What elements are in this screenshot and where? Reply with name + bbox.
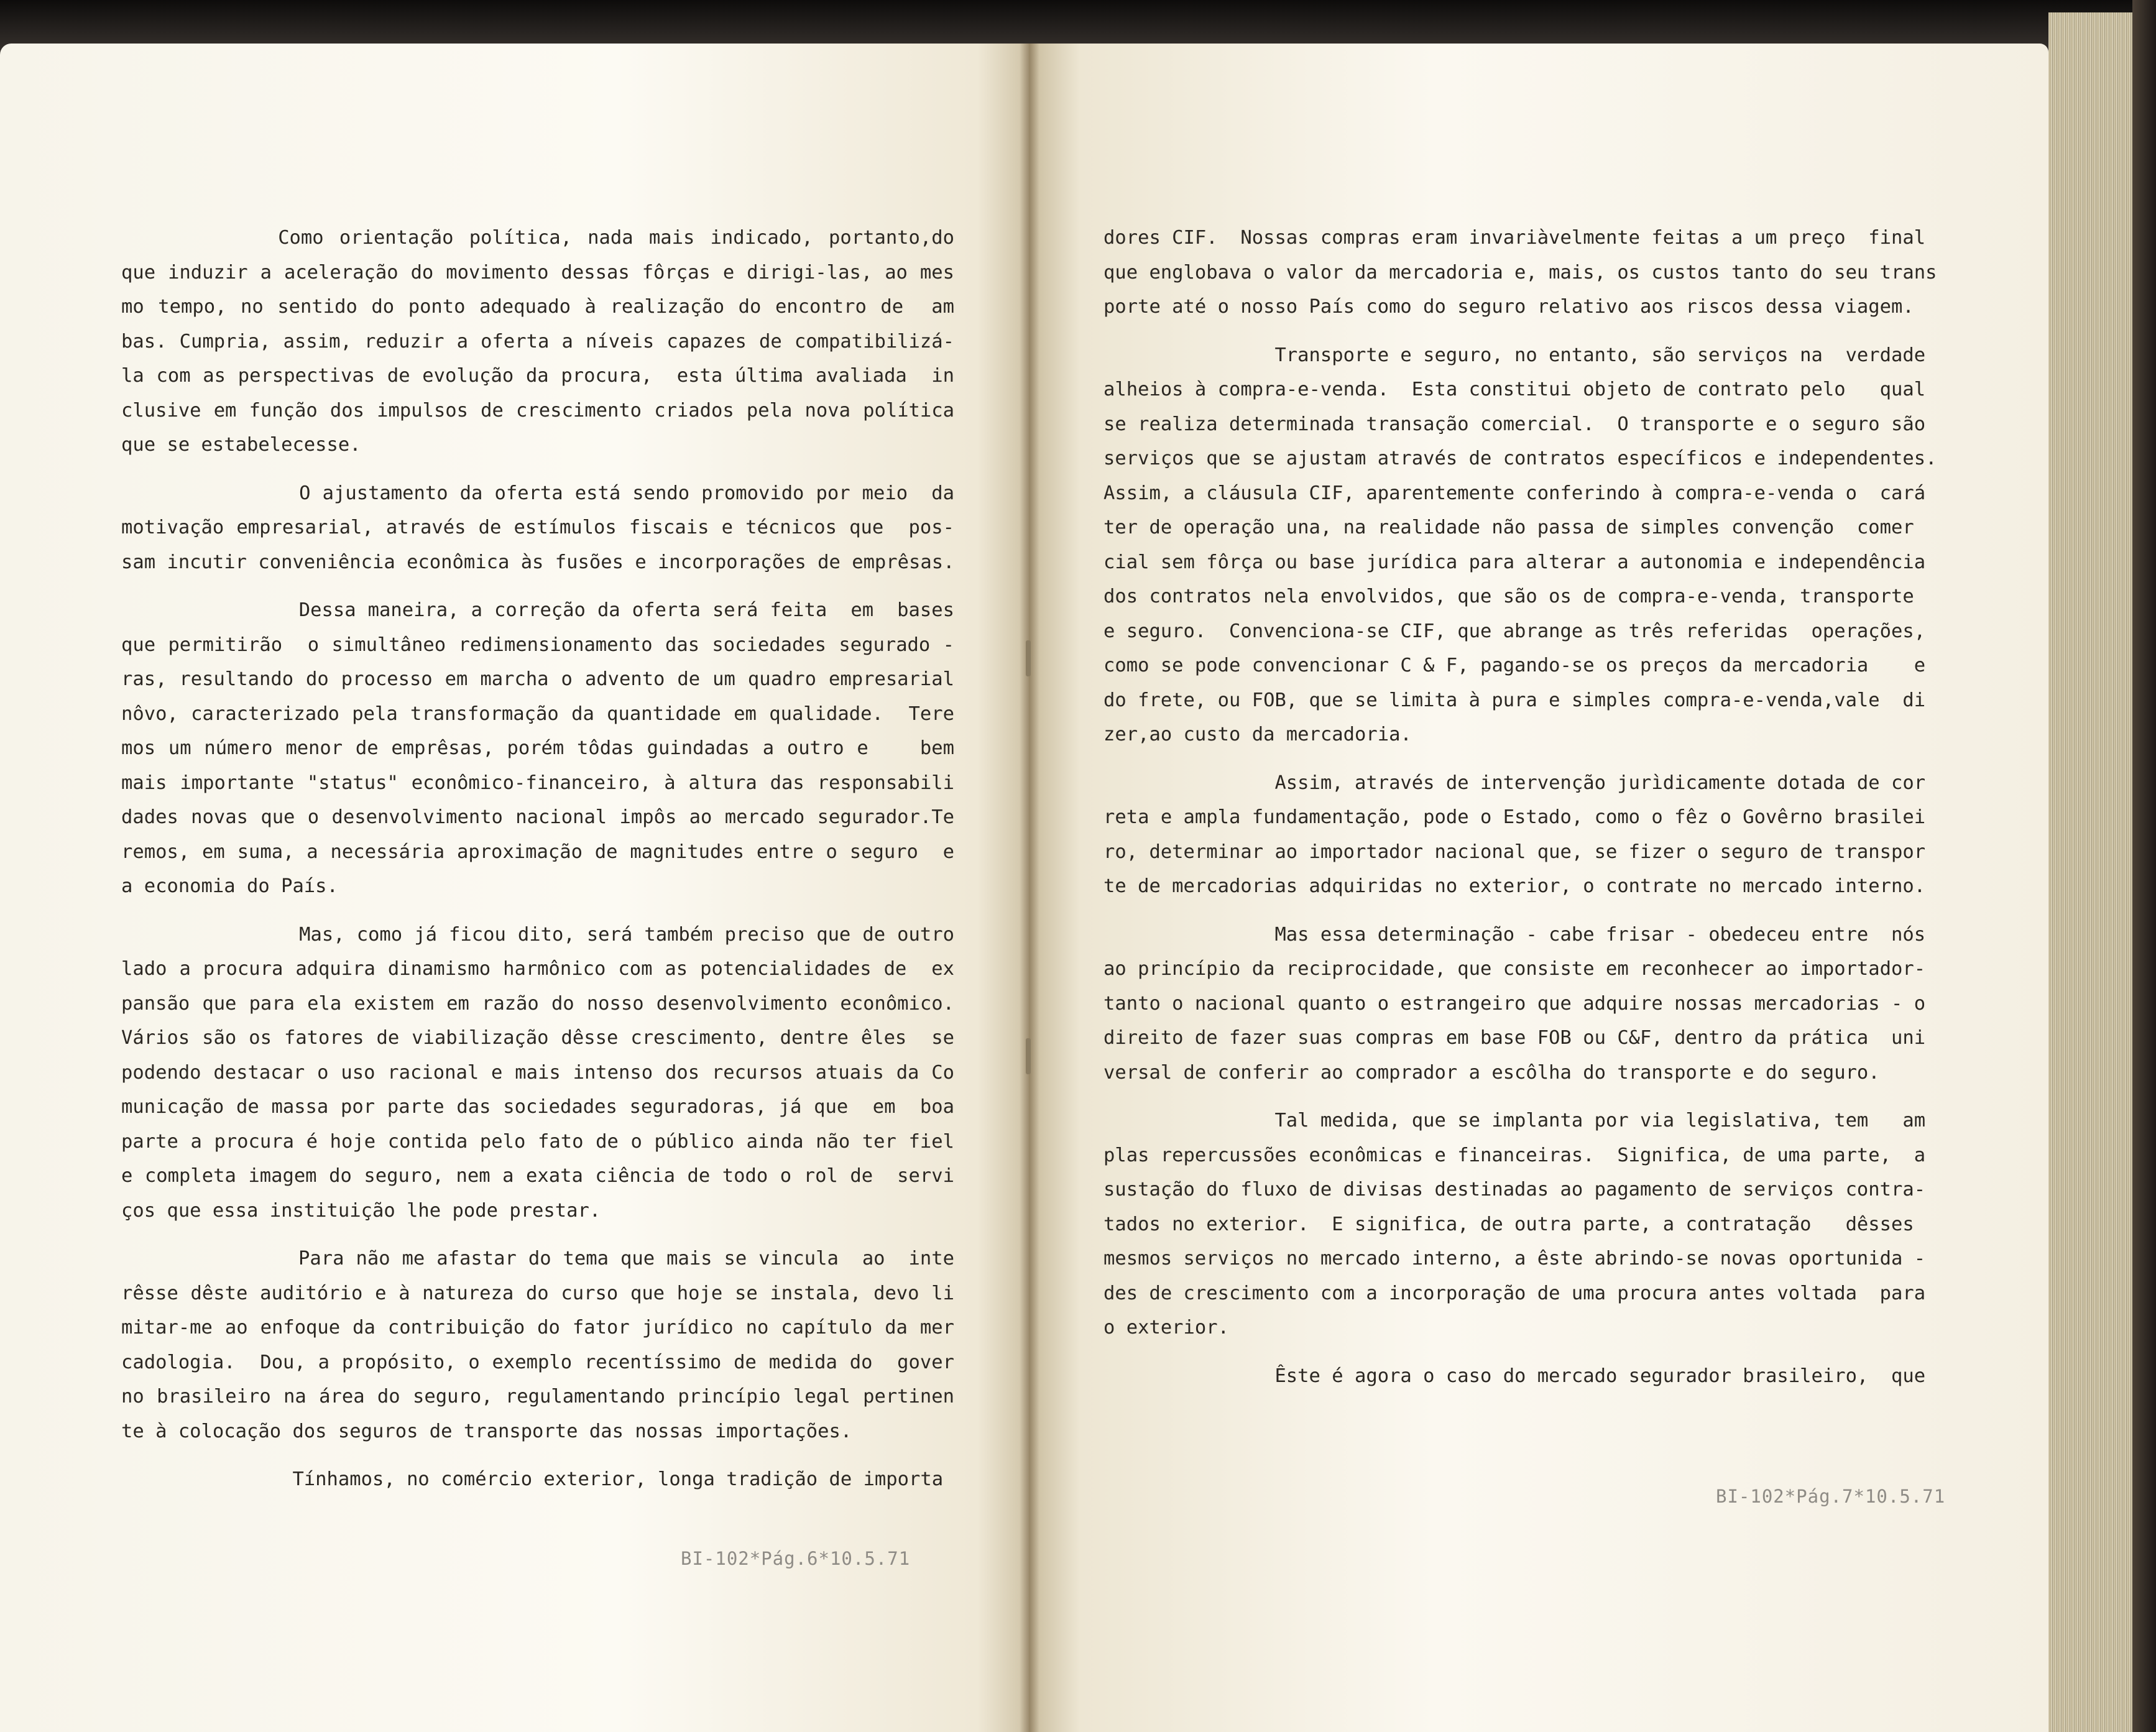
text-line: alheios à compra-e-venda. Esta constitui objeto de contrato pelo qual [1103, 379, 1926, 400]
text-line: la com as perspectivas de evolução da procura, esta última avaliada in [121, 365, 954, 387]
text-line: Para não me afastar do tema que mais se vincula ao inte [121, 1248, 954, 1269]
paragraph [1103, 338, 1937, 752]
text-line: plas repercussões econômicas e financeiras. Significa, de uma parte, a [1103, 1144, 1926, 1166]
text-line: se realiza determinada transação comercial. O transporte e o seguro são [1103, 413, 1926, 435]
text-line: dos contratos nela envolvidos, que são os de compra-e-venda, transporte [1103, 586, 1914, 607]
paragraph [1103, 918, 1926, 1090]
book-gutter [1020, 44, 1039, 1732]
book-cover-edge [2132, 0, 2156, 1732]
binding-staple-bottom [1026, 1038, 1031, 1074]
left-page-footer: BI-102*Pág.6*10.5.71 [681, 1548, 911, 1569]
text-line: ro, determinar ao importador nacional que, se fizer o seguro de transpor [1103, 841, 1926, 863]
text-line: des de crescimento com a incorporação de uma procura antes voltada para [1103, 1282, 1926, 1304]
text-line: ços que essa instituição lhe pode prestar. [121, 1199, 601, 1222]
text-line: Assim, a cláusula CIF, aparentemente conferindo à compra-e-venda o cará [1103, 482, 1926, 504]
text-line: como se pode convencionar C & F, pagando-se os preços da mercadoria e [1103, 655, 1926, 676]
text-line: nôvo, caracterizado pela transformação da quantidade em qualidade. Tere [121, 702, 954, 725]
text-line: que permitirão o simultâneo redimensionamento das sociedades segurado - [121, 633, 954, 656]
text-line: a economia do País. [121, 875, 338, 897]
text-line: Êste é agora o caso do mercado segurador brasileiro, que [1103, 1365, 1926, 1387]
text-line: mitar-me ao enfoque da contribuição do fator jurídico no capítulo da mer [121, 1317, 954, 1338]
paragraph [121, 1241, 954, 1449]
text-line: remos, em suma, a necessária aproximação de magnitudes entre o seguro e [121, 841, 954, 863]
text-line: dores CIF. Nossas compras eram invariàvelmente feitas a um preço final [1103, 227, 1926, 249]
paragraph [121, 593, 954, 904]
text-line: clusive em função dos impulsos de crescimento criados pela nova política [121, 399, 954, 421]
text-line: que englobava o valor da mercadoria e, mais, os custos tanto do seu trans [1103, 261, 1937, 283]
text-line: te à colocação dos seguros de transporte das nossas importações. [121, 1420, 852, 1442]
text-line: cial sem fôrça ou base jurídica para alterar a autonomia e independência [1103, 551, 1926, 573]
paragraph [121, 1462, 954, 1497]
text-line: no brasileiro na área do seguro, regulamentando princípio legal pertinen [121, 1386, 954, 1407]
text-line: Dessa maneira, a correção da oferta será feita em bases [121, 599, 954, 621]
text-line: do frete, ou FOB, que se limita à pura e simples compra-e-venda,vale di [1103, 689, 1926, 711]
right-page-body [1103, 221, 1937, 1393]
text-line: tados no exterior. E significa, de outra parte, a contratação dêsses [1103, 1213, 1914, 1235]
text-line: pansão que para ela existem em razão do nosso desenvolvimento econômico. [121, 992, 954, 1015]
text-line: Como orientação política, nada mais indicado, portanto,do [121, 227, 954, 249]
text-line: rêsse dêste auditório e à natureza do curso que hoje se instala, devo li [121, 1282, 954, 1304]
text-line: podendo destacar o uso racional e mais intenso dos recursos atuais da Co [121, 1061, 954, 1084]
text-line: Mas essa determinação - cabe frisar - obedeceu entre nós [1103, 923, 1926, 946]
right-page-footer: BI-102*Pág.7*10.5.71 [1716, 1486, 1946, 1507]
text-line: Tínhamos, no comércio exterior, longa tradição de importa [121, 1468, 944, 1490]
text-line: Transporte e seguro, no entanto, são serviços na verdade [1103, 344, 1926, 366]
text-line: zer,ao custo da mercadoria. [1103, 724, 1412, 745]
text-line: serviços que se ajustam através de contratos específicos e independentes. [1103, 448, 1937, 469]
text-line: que se estabelecesse. [121, 434, 361, 456]
paragraph [121, 221, 954, 463]
text-line: Vários são os fatores de viabilização dêsse crescimento, dentre êles se [121, 1027, 954, 1049]
binding-staple-top [1026, 640, 1031, 676]
text-line: Mas, como já ficou dito, será também preciso que de outro [121, 923, 954, 946]
paragraph [1103, 221, 1937, 325]
text-line: ras, resultando do processo em marcha o advento de um quadro empresarial [121, 668, 954, 690]
text-line: municação de massa por parte das sociedades seguradoras, já que em boa [121, 1096, 954, 1118]
text-line: versal de conferir ao comprador a escôlha do transporte e do seguro. [1103, 1061, 1880, 1084]
text-line: ao princípio da reciprocidade, que consiste em reconhecer ao importador- [1103, 958, 1926, 980]
text-line: motivação empresarial, através de estímulos fiscais e técnicos que pos- [121, 517, 954, 538]
left-page-body [121, 221, 954, 1497]
paragraph [1103, 1359, 1926, 1394]
text-line: sam incutir conveniência econômica às fusões e incorporações de emprêsas. [121, 551, 955, 573]
text-line: e seguro. Convenciona-se CIF, que abrange as três referidas operações, [1103, 620, 1926, 642]
text-line: porte até o nosso País como do seguro relativo aos riscos dessa viagem. [1103, 296, 1914, 318]
text-line: mesmos serviços no mercado interno, a êste abrindo-se novas oportunida - [1103, 1248, 1926, 1269]
text-line: o exterior. [1103, 1317, 1229, 1338]
text-line: que induzir a aceleração do movimento dessas fôrças e dirigi-las, ao mes [121, 261, 954, 283]
text-line: O ajustamento da oferta está sendo promovido por meio da [121, 482, 954, 504]
text-line: Assim, através de intervenção jurìdicamente dotada de cor [1103, 772, 1926, 794]
text-line: e completa imagem do seguro, nem a exata ciência de todo o rol de servi [121, 1165, 954, 1187]
text-line: dades novas que o desenvolvimento nacional impôs ao mercado segurador.Te [121, 806, 954, 828]
text-line: reta e ampla fundamentação, pode o Estado, como o fêz o Govêrno brasilei [1103, 806, 1926, 828]
text-line: lado a procura adquira dinamismo harmônico com as potencialidades de ex [121, 958, 954, 980]
text-line: mais importante "status" econômico-financeiro, à altura das responsabili [121, 772, 954, 794]
text-line: mos um número menor de emprêsas, porém tôdas guindadas a outro e bem [121, 737, 954, 759]
paragraph [1103, 1103, 1926, 1345]
paragraph [121, 918, 954, 1228]
text-line: tanto o nacional quanto o estrangeiro que adquire nossas mercadorias - o [1103, 992, 1926, 1015]
text-line: ter de operação una, na realidade não passa de simples convenção comer [1103, 517, 1914, 538]
text-line: bas. Cumpria, assim, reduzir a oferta a níveis capazes de compatibilizá- [121, 330, 954, 352]
text-line: mo tempo, no sentido do ponto adequado à realização do encontro de am [121, 296, 954, 318]
text-line: cadologia. Dou, a propósito, o exemplo recentíssimo de medida do gover [121, 1351, 954, 1373]
paragraph [1103, 766, 1926, 904]
paragraph [121, 476, 954, 580]
text-line: te de mercadorias adquiridas no exterior, o contrate no mercado interno. [1103, 875, 1926, 897]
text-line: Tal medida, que se implanta por via legislativa, tem am [1103, 1110, 1926, 1131]
text-line: sustação do fluxo de divisas destinadas ao pagamento de serviços contra- [1103, 1179, 1926, 1200]
text-line: direito de fazer suas compras em base FOB ou C&F, dentro da prática uni [1103, 1027, 1926, 1049]
text-line: parte a procura é hoje contida pelo fato de o público ainda não ter fiel [121, 1130, 954, 1153]
